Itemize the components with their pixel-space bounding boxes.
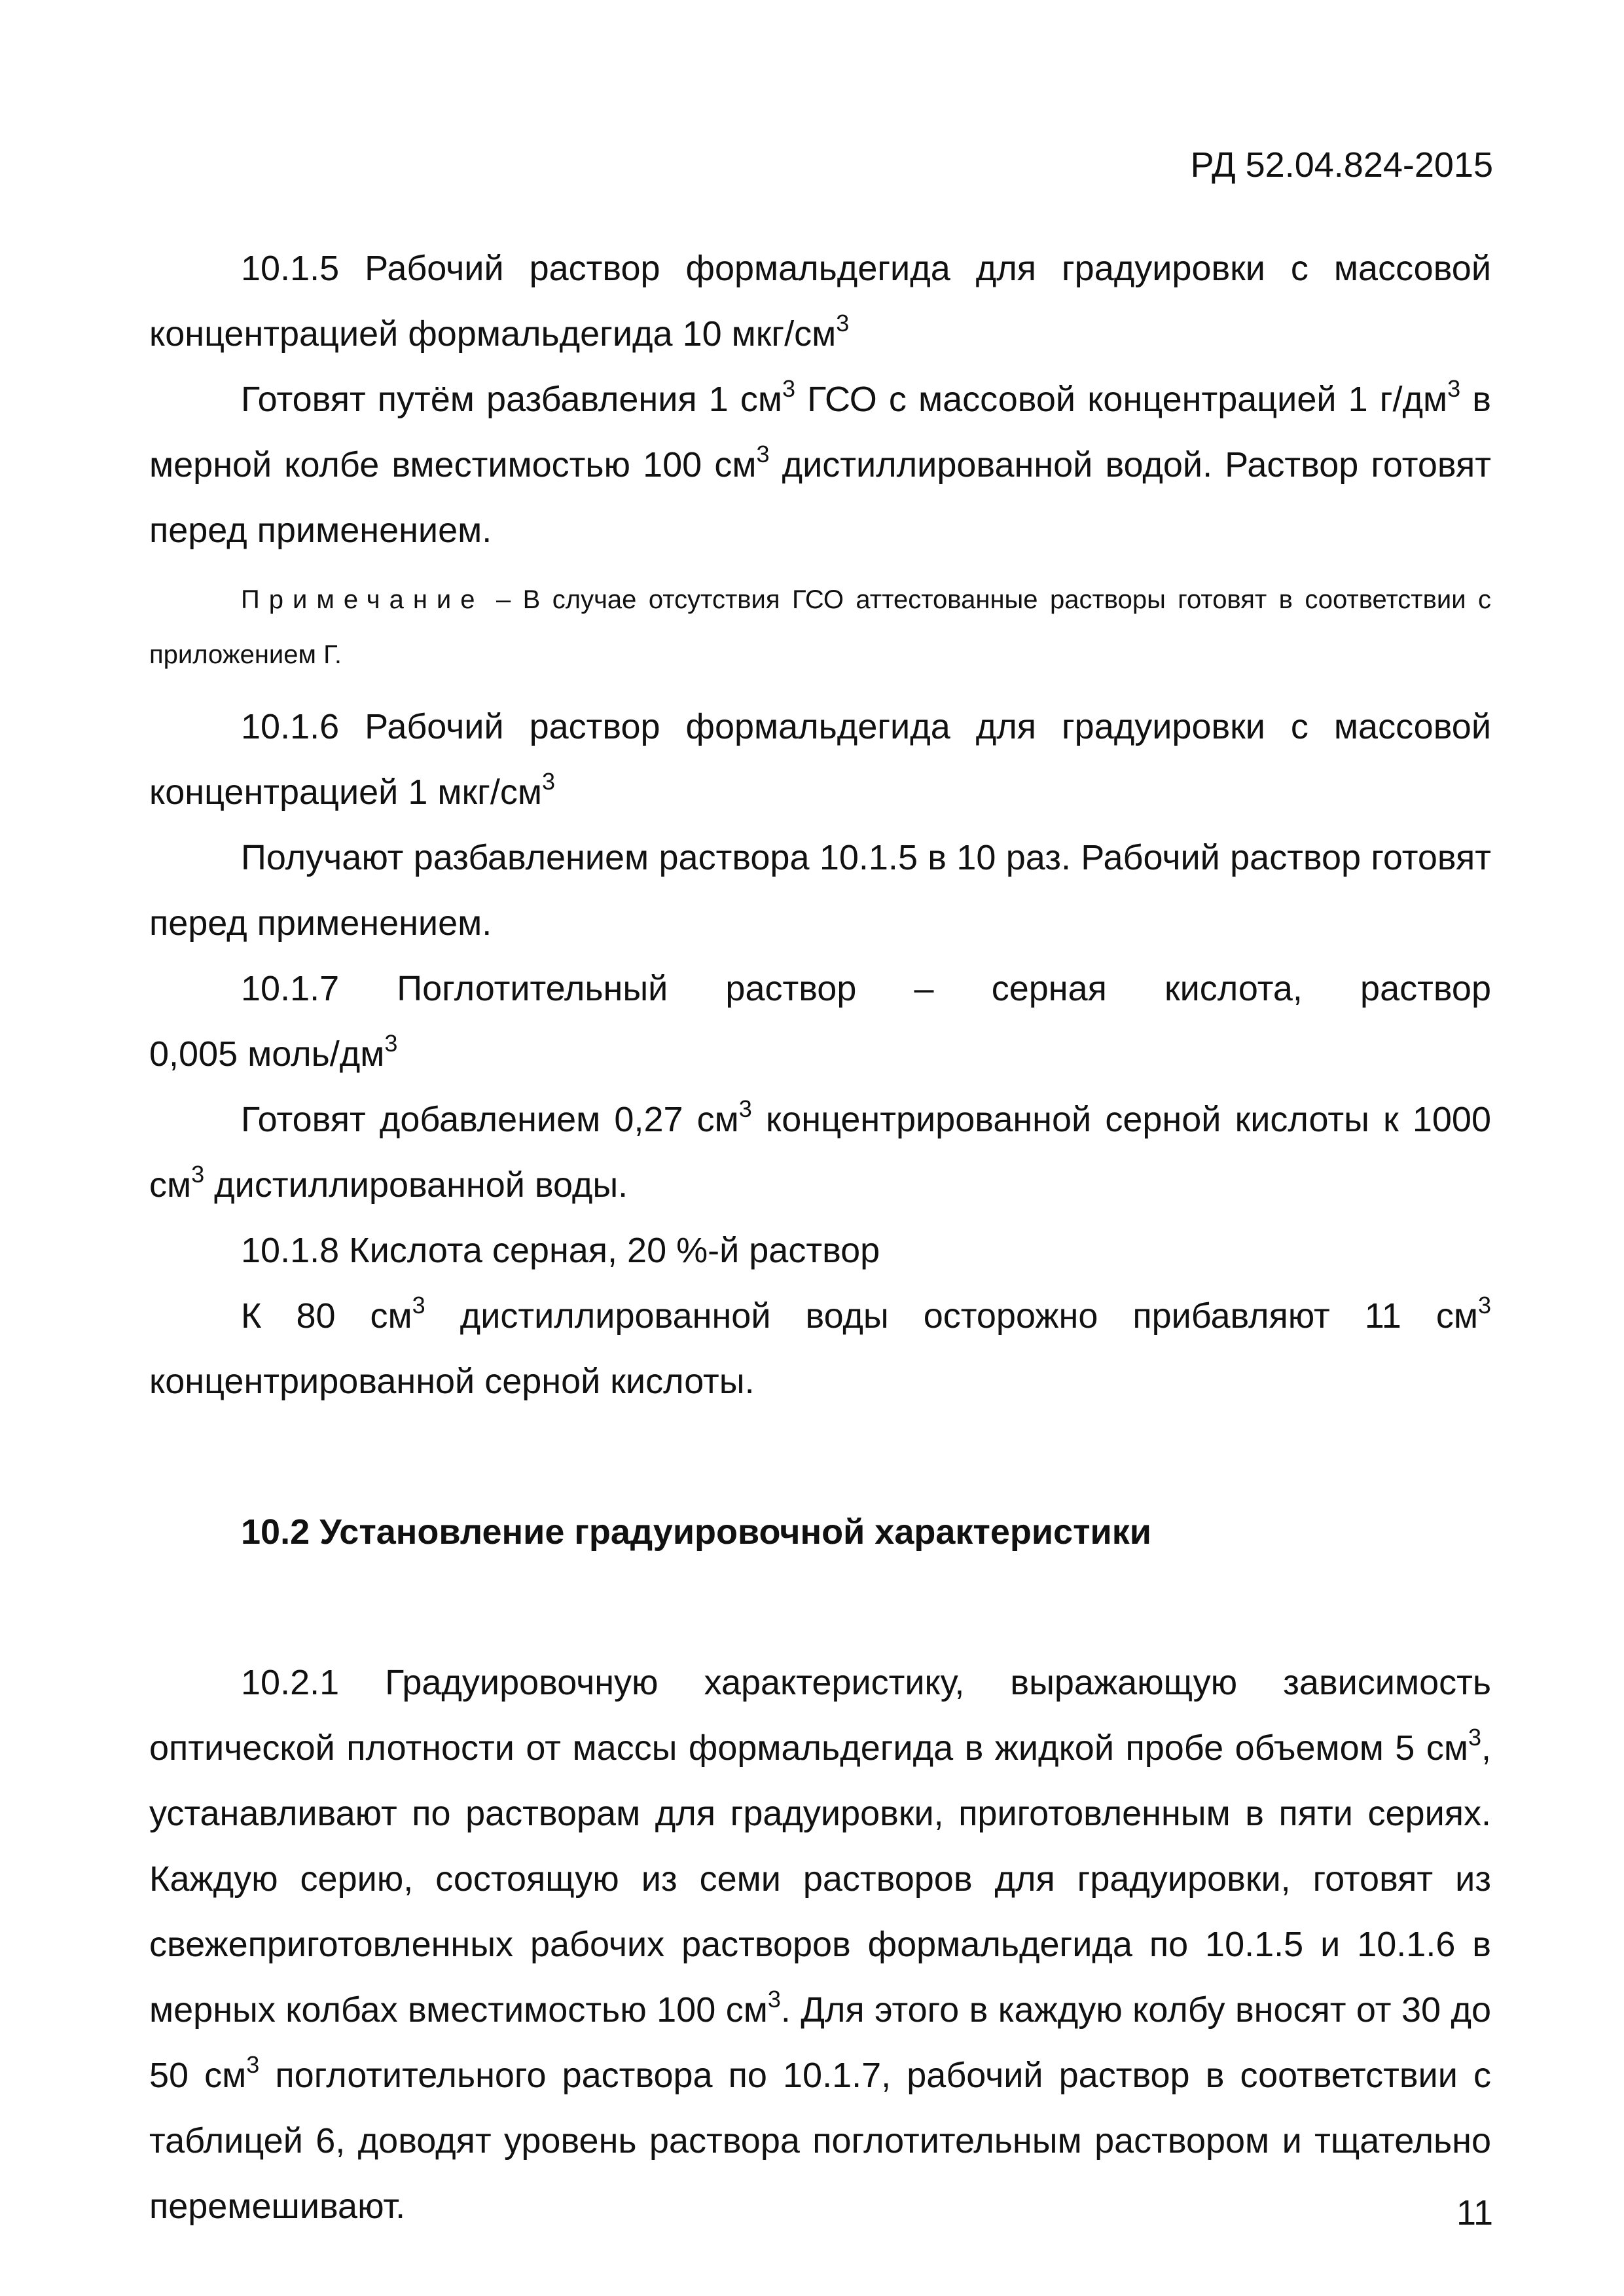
superscript: 3	[738, 1095, 752, 1122]
superscript: 3	[1447, 375, 1461, 402]
superscript: 3	[246, 2051, 260, 2078]
text-run: 10.1.6 Рабочий раствор формальдегида для градуировки с массовой концентрацией 1 мкг/см	[149, 707, 1491, 812]
text-run: 10.1.5 Рабочий раствор формальдегида для градуировки с массовой концентрацией формальдегида 10 мкг/см	[149, 249, 1491, 354]
superscript: 3	[412, 1292, 425, 1319]
text-run: Готовят путём разбавления 1 см	[241, 380, 782, 419]
superscript: 3	[1468, 1724, 1481, 1751]
superscript: 3	[782, 375, 796, 402]
paragraph-10-1-7-line2	[149, 1021, 1491, 1087]
note-text: – В случае отсутствия ГСО аттестованные растворы готовят в соответствии с приложением Г.	[149, 585, 1491, 669]
superscript: 3	[836, 310, 850, 337]
text-run: дистиллированной воды.	[204, 1165, 628, 1205]
superscript: 3	[541, 768, 555, 795]
text-run: . Для этого в каждую колбу вносят от 30 до 50 см	[149, 1990, 1492, 2095]
text-run: , устанавливают по растворам для градуировки, приготовленным в пяти сериях. Каждую серию, состоящую из семи растворов для градуировки, готовят из свежеприготовленных рабочих растворов формальдегида по 10.1.5 и 10.1.6 в мерных колбах вместимостью 100 см	[149, 1728, 1491, 2030]
superscript: 3	[756, 441, 770, 467]
document-code: РД 52.04.824-2015	[1190, 145, 1493, 185]
text-run: Готовят добавлением 0,27 см	[241, 1100, 739, 1139]
page-number: 11	[1456, 2193, 1493, 2232]
note	[149, 572, 1491, 682]
text-run: дистиллированной водой. Раствор готовят перед применением.	[149, 445, 1491, 550]
paragraph-10-1-8	[149, 1218, 1491, 1283]
text-run: концентрированной серной кислоты.	[149, 1362, 755, 1401]
paragraph-10-2-1	[149, 1650, 1491, 2239]
paragraph-10-1-8-preparation	[149, 1283, 1491, 1414]
text-run: 10.2.1 Градуировочную характеристику, выражающую зависимость оптической плотности от массы формальдегида в жидкой пробе объемом 5 см	[149, 1663, 1491, 1768]
section-heading: 10.2 Установление градуировочной характеристики	[241, 1512, 1151, 1552]
text-run: ГСО с массовой концентрацией 1 г/дм	[795, 380, 1448, 419]
text-run: в мерной колбе вместимостью 100 см	[149, 380, 1491, 484]
text-run: Получают разбавлением раствора 10.1.5 в 10 раз. Рабочий раствор готовят перед применением.	[149, 838, 1491, 943]
text-run: К 80 см	[241, 1296, 412, 1336]
superscript: 3	[384, 1030, 398, 1057]
paragraph-10-1-6	[149, 694, 1491, 825]
text-run: 0,005 моль/дм	[149, 1034, 385, 1074]
paragraph-10-1-5-preparation	[149, 367, 1491, 563]
paragraph-10-1-6-preparation	[149, 825, 1491, 956]
text-run: концентрированной серной кислоты к 1000 см	[149, 1100, 1491, 1205]
paragraph-10-1-5	[149, 236, 1491, 367]
superscript: 3	[1477, 1292, 1492, 1319]
paragraph-10-1-7-preparation	[149, 1087, 1491, 1218]
text-run: дистиллированной воды осторожно прибавляют 11 см	[425, 1296, 1478, 1336]
document-body	[149, 236, 1491, 2239]
paragraph-10-1-7-line1	[149, 956, 1491, 1021]
superscript: 3	[191, 1161, 205, 1188]
note-label: Примечание	[241, 585, 484, 614]
superscript: 3	[767, 1986, 781, 2013]
text-run: 10.1.7 Поглотительный раствор – серная кислота, раствор	[241, 969, 1491, 1008]
text-run: 10.1.8 Кислота серная, 20 %-й раствор	[241, 1231, 880, 1270]
text-run: поглотительного раствора по 10.1.7, рабочий раствор в соответствии с таблицей 6, доводят уровень раствора поглотительным раствором и тщательно перемешивают.	[149, 2056, 1491, 2226]
